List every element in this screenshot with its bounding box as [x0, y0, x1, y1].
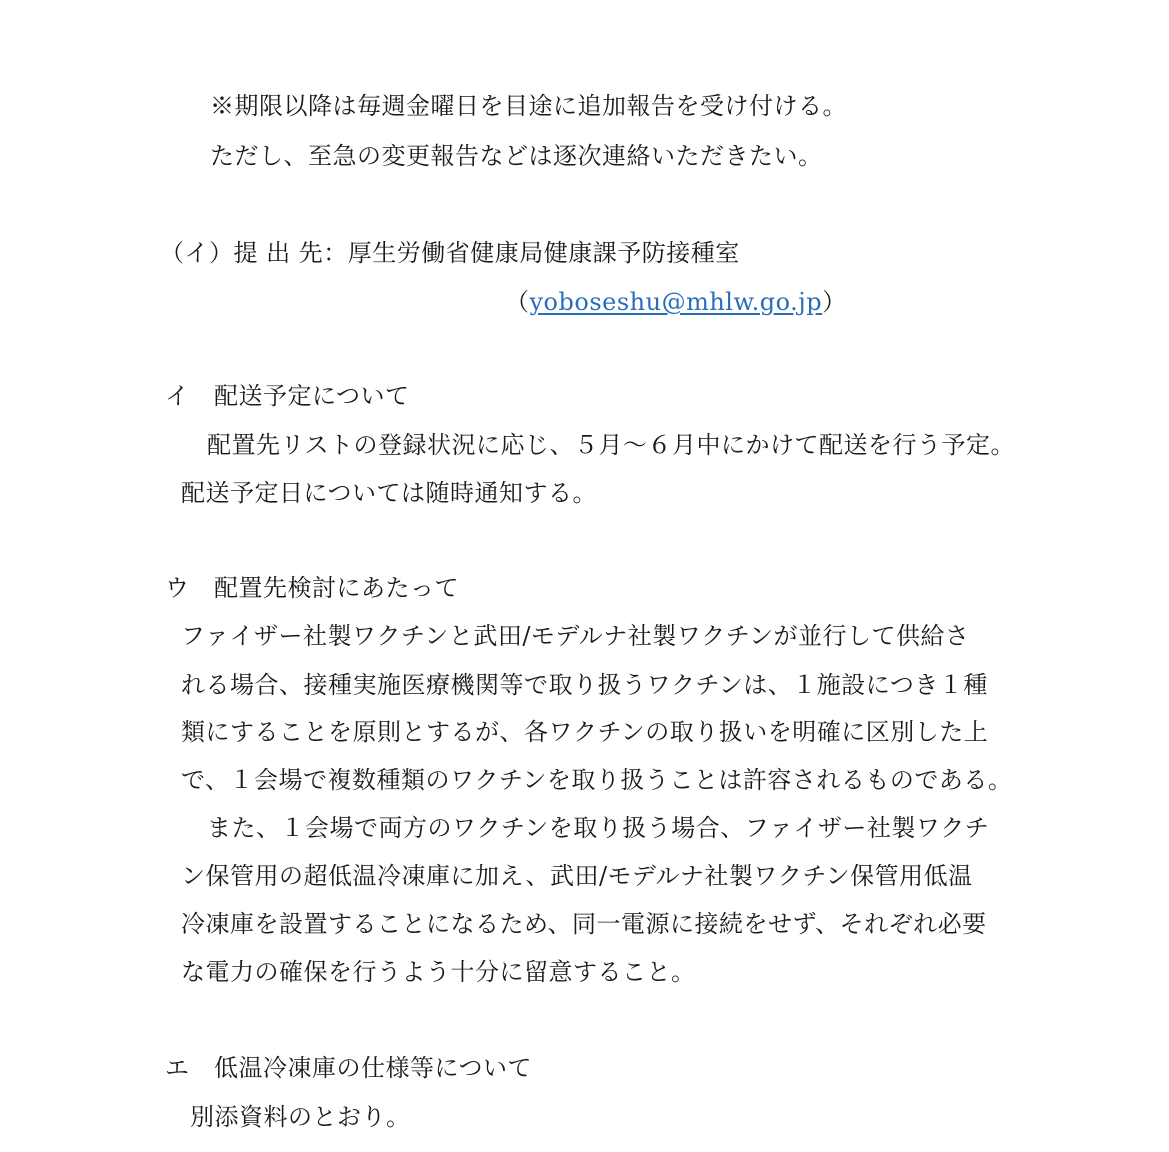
email-open-paren: （ — [505, 288, 530, 316]
section-i-line-2: 配送予定日については随時通知する。 — [181, 479, 598, 507]
submission-email-line — [505, 287, 847, 317]
section-u-line: で、１会場で複数種類のワクチンを取り扱うことは許容されるものである。 — [181, 766, 1013, 794]
section-u-line: れる場合、接種実施医療機関等で取り扱うワクチンは、１施設につき１種 — [181, 671, 988, 699]
deadline-note-line-2: ただし、至急の変更報告などは逐次連絡いただきたい。 — [210, 142, 823, 170]
section-u-line: また、１会場で両方のワクチンを取り扱う場合、ファイザー社製ワクチ — [207, 814, 990, 842]
submission-destination: （イ）提 出 先：厚生労働省健康局健康課予防接種室 — [160, 239, 740, 267]
section-u-line: ン保管用の超低温冷凍庫に加え、武田/モデルナ社製ワクチン保管用低温 — [181, 862, 973, 890]
section-u-heading: ウ 配置先検討にあたって — [165, 574, 459, 602]
section-u-line: 類にすることを原則とするが、各ワクチンの取り扱いを明確に区別した上 — [181, 718, 989, 746]
section-u-line: な電力の確保を行うよう十分に留意すること。 — [181, 958, 696, 986]
section-u-line: ファイザー社製ワクチンと武田/モデルナ社製ワクチンが並行して供給さ — [181, 622, 970, 650]
email-link[interactable]: yoboseshu@mhlw.go.jp — [529, 288, 823, 316]
section-e-heading: エ 低温冷凍庫の仕様等について — [165, 1054, 533, 1082]
deadline-note-line-1: ※期限以降は毎週金曜日を目途に追加報告を受け付ける。 — [210, 92, 847, 120]
section-u-line: 冷凍庫を設置することになるため、同一電源に接続をせず、それぞれ必要 — [181, 910, 987, 938]
section-i-line-1: 配置先リストの登録状況に応じ、５月～６月中にかけて配送を行う予定。 — [207, 431, 1016, 459]
section-e-line-1: 別添資料のとおり。 — [190, 1103, 411, 1131]
email-close-paren: ） — [822, 288, 847, 316]
section-i-heading: イ 配送予定について — [165, 382, 410, 410]
